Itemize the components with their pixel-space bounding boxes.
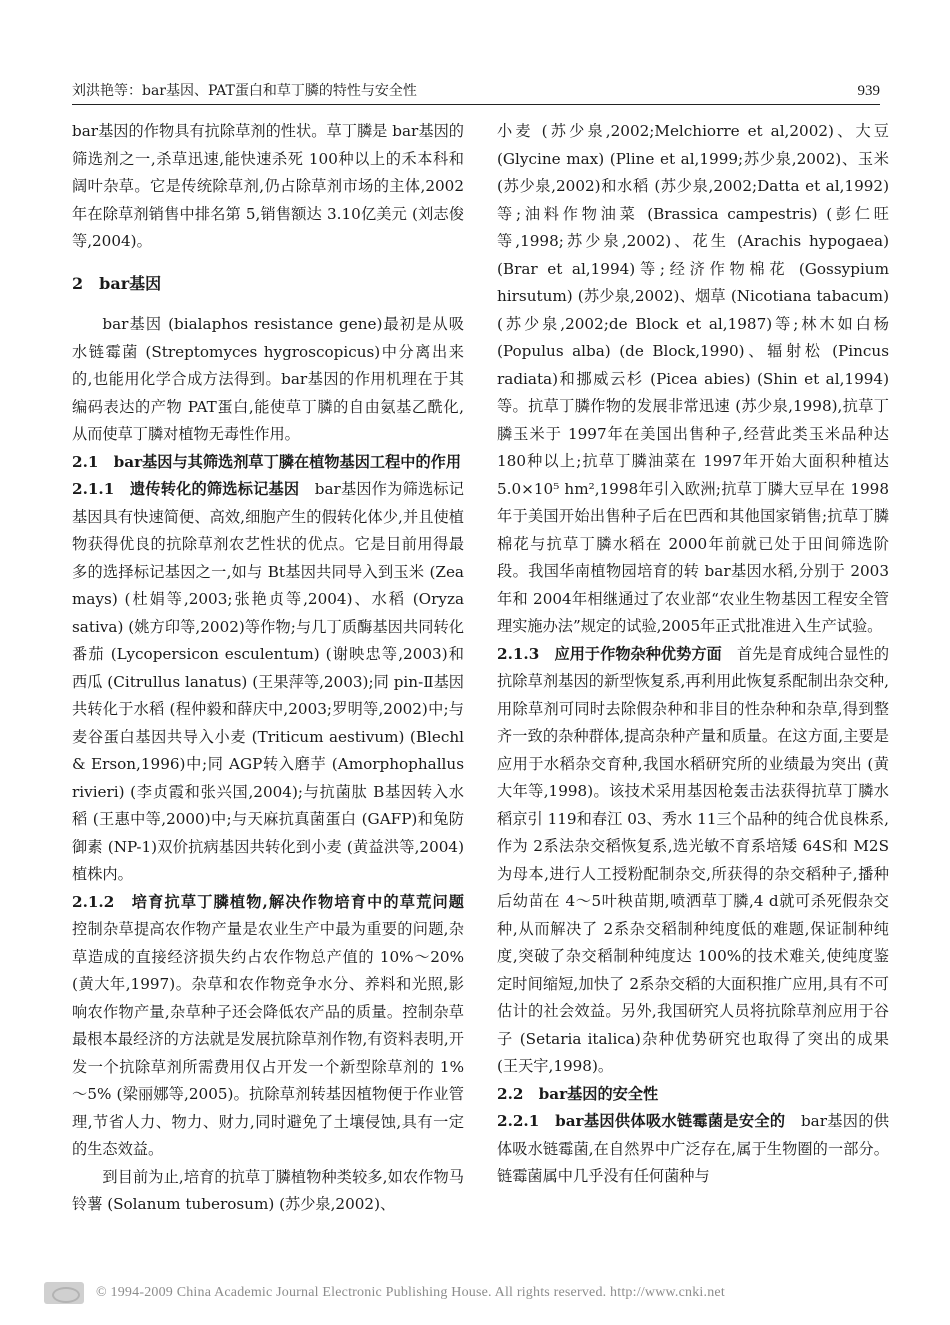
paragraph: bar基因 (bialaphos resistance gene)最初是从吸水链霉菌 (Streptomyces hygroscopicus)中分离出来的,也能用化学合成方法得到。bar基因的作用机理在于其编码表达的产物 PAT蛋白,能使草丁膦的自由氨基乙酰化,从而使草丁膦对植物无毒性作用。 [72, 315, 464, 443]
running-header [72, 72, 880, 105]
running-header-title: 刘洪艳等：bar基因、PAT蛋白和草丁膦的特性与安全性 [72, 83, 417, 99]
subsection-heading: 2.1 bar基因与其筛选剂草丁膦在植物基因工程中的作用 [72, 452, 462, 471]
subsubsection-heading: 2.1.2 培育抗草丁膦植物,解决作物培育中的草荒问题 [72, 892, 464, 911]
paragraph-text: 控制杂草提高农作物产量是农业生产中最为重要的问题,杂草造成的直接经济损失约占农作物总产值的 10%～20% (黄大年,1997)。杂草和农作物竞争水分、养料和光照,影响农作物产量,杂草种子还会降低农产品的质量。控制杂草最根本最经济的方法就是发展抗除草剂作物,有资料表明,开发一个抗除草剂所需费用仅占开发一个新型除草剂的 1%～5% (梁丽娜等,2005)。抗除草剂转基因植物便于作业管理,节省人力、物力、财力,同时避免了土壤侵蚀,具有一定的生态效益。 [72, 920, 464, 1158]
paragraph-text: 首先是育成纯合显性的抗除草剂基因的新型恢复系,再利用此恢复系配制出杂交种,用除草剂可同时去除假杂种和非目的性杂种和杂草,得到整齐一致的杂种群体,提高杂种产量和质量。在这方面,主要是应用于水稻杂交育种,我国水稻研究所的业绩最为突出 (黄大年等,1998)。该技术采用基因枪轰击法获得抗草丁膦水稻京引 119和春江 03、秀水 11三个品种的纯合优良株系,作为 2系法杂交稻恢复系,选光敏不育系培矮 64S和 M2S为母本,进行人工授粉配制杂交,所获得的杂交稻种子,播种后幼苗在 4～5叶秧苗期,喷洒草丁膦,4 d就可杀死假杂交种,从而解决了 2系杂交稻制种纯度低的难题,保证制种纯度,突破了杂交稻制种纯度达 100%的技术难关,使纯度鉴定时间缩短,加快了 2系杂交稻的大面积推广应用,具有不可估计的社会效益。另外,我国研究人员将抗除草剂应用于谷子 (Setaria italica)杂种优势研究也取得了突出的成果 (王天宇,1998)。 [497, 644, 890, 1075]
paragraph-text: bar基因的供体吸水链霉菌,在自然界中广泛存在,属于生物圈的一部分。链霉菌属中几乎没有任何菌种与 [497, 1112, 890, 1185]
copyright-text: © 1994-2009 China Academic Journal Electronic Publishing House. All rights reserved. http://www.cnki.net [96, 1285, 725, 1300]
paragraph-text: bar基因作为筛选标记基因具有快速简便、高效,细胞产生的假转化体少,并且使植物获得优良的抗除草剂农艺性状的优点。它是目前用得最多的选择标记基因之一,如与 Bt基因共同导入到玉米 (Zea mays) (杜娟等,2003;张艳贞等,2004)、水稻 (Oryza sativa) (姚方印等,2002)等作物;与几丁质酶基因共同转化番茄 (Lycopersicon esculentum) (谢映忠等,2003)和西瓜 (Citrullus lanatus) (王果萍等,2003);同 pin-Ⅱ基因共转化于水稻 (程仲毅和薛庆中,2003;罗明等,2002)中;与麦谷蛋白基因共导入小麦 (Triticum aestivum) (Blechl & Erson,1996)中;同 AGP转入磨芋 (Amorphophallus rivieri) (李贞霞和张兴国,2004);与抗菌肽 B基因转入水稻 (王惠中等,2000)中;与天麻抗真菌蛋白 (GAFP)和兔防御素 (NP-1)双价抗病基因共转化到小麦 (黄益洪等,2004)植株内。 [72, 480, 464, 883]
page-number: 939 [857, 83, 880, 99]
subsubsection-heading: 2.1.1 遗传转化的筛选标记基因 [72, 480, 300, 498]
copyright-footer [44, 1278, 914, 1308]
subsubsection-heading: 2.1.3 应用于作物杂种优势方面 [497, 644, 722, 663]
left-column [72, 118, 464, 1219]
subsubsection-heading: 2.2.1 bar基因供体吸水链霉菌是安全的 [497, 1112, 786, 1130]
paragraph-with-heading [497, 641, 889, 1081]
subsection-heading: 2.2 bar基因的安全性 [497, 1084, 659, 1103]
right-column [497, 118, 889, 1191]
paragraph-with-heading [497, 1108, 889, 1191]
section-heading: 2 bar基因 [72, 273, 162, 293]
paragraph: 到目前为止,培育的抗草丁膦植物种类较多,如农作物马铃薯 (Solanum tuberosum) (苏少泉,2002)、 [72, 1167, 464, 1213]
paragraph: bar基因的作物具有抗除草剂的性状。草丁膦是 bar基因的筛选剂之一,杀草迅速,能快速杀死 100种以上的禾本科和阔叶杂草。它是传统除草剂,仍占除草剂市场的主体,2002年在除草剂销售中排名第 5,销售额达 3.10亿美元 (刘志俊等,2004)。 [72, 122, 464, 250]
cnki-logo-icon [44, 1282, 84, 1304]
paragraph-with-heading [72, 889, 464, 1164]
paragraph-with-heading [72, 476, 464, 889]
paragraph: 小麦 (苏少泉,2002;Melchiorre et al,2002)、大豆 (Glycine max) (Pline et al,1999;苏少泉,2002)、玉米 (苏少泉,2002)和水稻 (苏少泉,2002;Datta et al,1992)等;油料作物油菜 (Brassica campestris) (彭仁旺等,1998;苏少泉,2002)、花生 (Arachis hypogaea) (Brar et al,1994)等;经济作物棉花 (Gossypium hirsutum) (苏少泉,2002)、烟草 (Nicotiana tabacum) (苏少泉,2002;de Block et al,1987)等;林木如白杨 (Populus alba) (de Block,1990)、辐射松 (Pincus radiata)和挪威云杉 (Picea abies) (Shin et al,1994)等。抗草丁膦作物的发展非常迅速 (苏少泉,1998),抗草丁膦玉米于 1997年在美国出售种子,经营此类玉米品种达 180种以上;抗草丁膦油菜在 1997年开始大面积种植达 5.0×10⁵ hm²,1998年引入欧洲;抗草丁膦大豆早在 1998年于美国开始出售种子后在巴西和其他国家销售;抗草丁膦棉花与抗草丁膦水稻在 2000年前就已处于田间筛选阶段。我国华南植物园培育的转 bar基因水稻,分别于 2003年和 2004年相继通过了农业部“农业生物基因工程安全管理实施办法”规定的试验,2005年正式批准进入生产试验。 [497, 122, 889, 635]
